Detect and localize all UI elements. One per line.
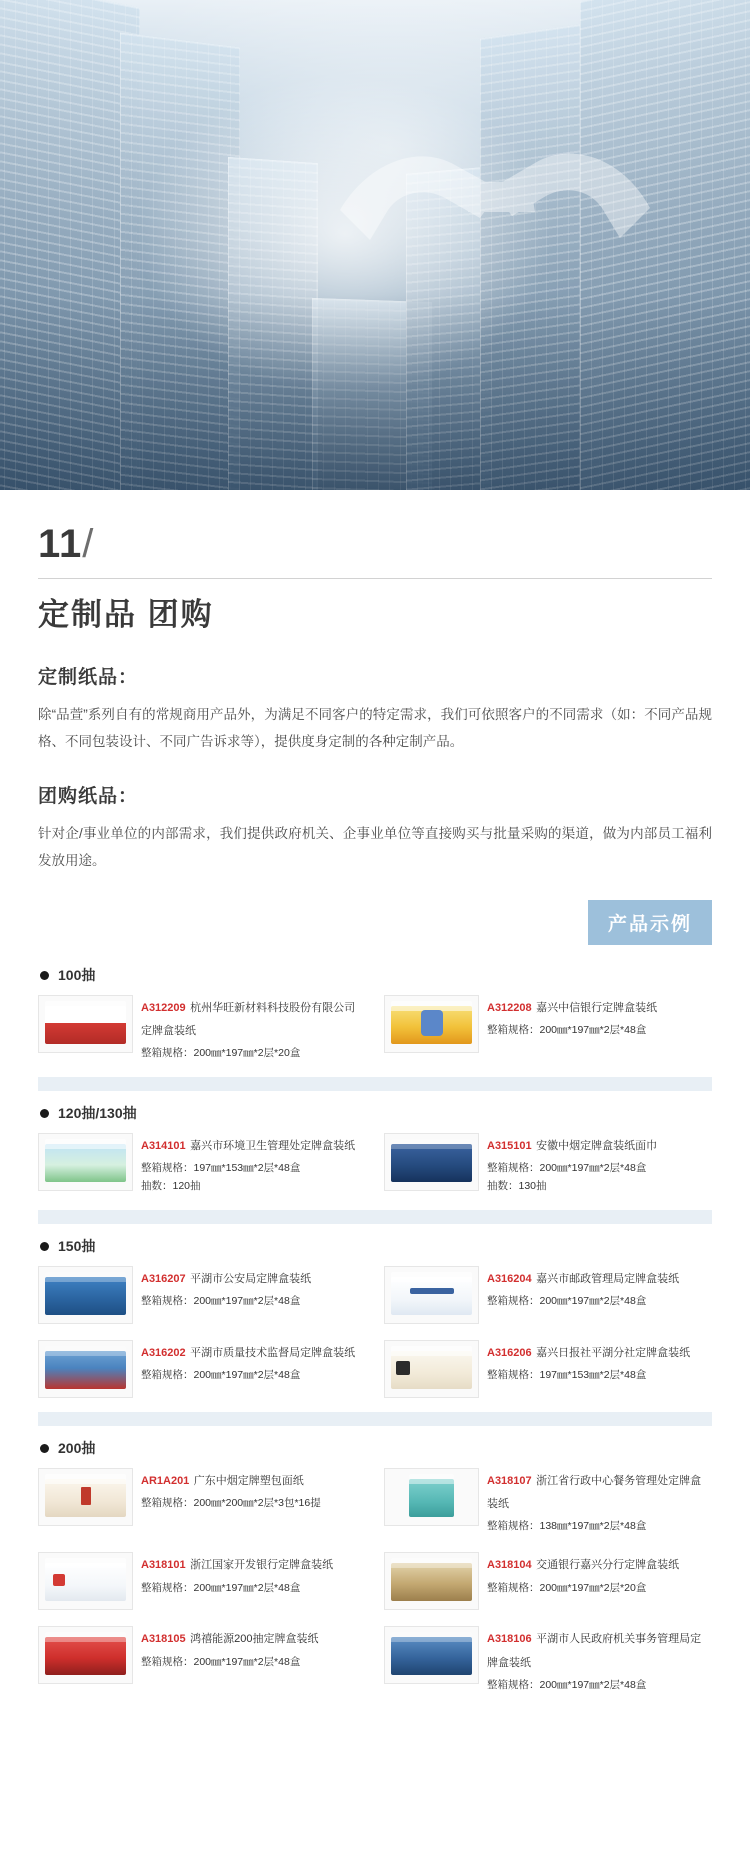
product-meta [487, 995, 712, 1040]
product-spec: 整箱规格：200㎜*197㎜*2层*48盒 [141, 1581, 301, 1594]
product-code-line [141, 1266, 366, 1289]
bullet-dot-icon [40, 1444, 49, 1453]
product-code-line [141, 1552, 366, 1575]
product-meta [141, 1468, 366, 1513]
product-grid [38, 995, 712, 1063]
hero-image [0, 0, 750, 490]
product-code: A318107 [487, 1475, 532, 1488]
product-code: AR1A201 [141, 1475, 190, 1488]
product-code: A318105 [141, 1633, 186, 1646]
group-label: 200抽 [58, 1440, 96, 1457]
product-item [38, 1552, 366, 1610]
product-item [38, 1626, 366, 1694]
product-meta [487, 1552, 712, 1597]
product-name: 嘉兴市邮政管理局定牌盒装纸 [536, 1273, 680, 1286]
product-name: 嘉兴日报社平湖分社定牌盒装纸 [536, 1347, 691, 1360]
product-thumbnail [384, 995, 479, 1053]
product-spec: 整箱规格：197㎜*153㎜*2层*48盒 [487, 1369, 647, 1382]
product-code: A316202 [141, 1347, 186, 1360]
group-header [38, 959, 712, 995]
product-thumbnail [384, 1266, 479, 1324]
product-meta [487, 1340, 712, 1385]
product-item [384, 1626, 712, 1694]
product-meta [141, 1340, 366, 1385]
product-thumbnail [384, 1552, 479, 1610]
product-meta [141, 995, 366, 1063]
product-item [38, 1468, 366, 1536]
product-meta [487, 1626, 712, 1694]
product-item [384, 1133, 712, 1196]
group-label: 150抽 [58, 1238, 96, 1255]
product-code: A318106 [487, 1633, 532, 1646]
product-code: A312208 [487, 1002, 532, 1014]
product-count: 抽数：130抽 [487, 1180, 547, 1193]
product-group [38, 1230, 712, 1398]
product-spec: 整箱规格：200㎜*197㎜*2层*20盒 [487, 1581, 647, 1594]
section-number-slash: / [82, 522, 95, 566]
hero-vignette [0, 0, 750, 490]
product-meta [487, 1468, 712, 1536]
group-label: 120抽/130抽 [58, 1105, 137, 1122]
product-code: A315101 [487, 1140, 532, 1153]
product-grid [38, 1266, 712, 1398]
block-group-buy-paper [38, 781, 712, 874]
product-code-line [487, 1133, 712, 1156]
product-code: A316204 [487, 1273, 532, 1286]
product-spec: 整箱规格：197㎜*153㎜*2层*48盒 [141, 1162, 301, 1175]
product-code-line [487, 1468, 712, 1514]
section-number [38, 524, 712, 564]
section-number-value: 11 [38, 522, 83, 566]
product-group [38, 1097, 712, 1196]
product-item [38, 1340, 366, 1398]
product-spec: 整箱规格：200㎜*200㎜*2层*3包*16提 [141, 1497, 321, 1510]
product-spec: 整箱规格：200㎜*197㎜*2层*48盒 [487, 1678, 647, 1691]
block-custom-paper [38, 662, 712, 755]
product-code-line [487, 1266, 712, 1289]
product-group [38, 959, 712, 1063]
product-thumbnail [38, 1626, 133, 1684]
group-label: 100抽 [58, 967, 96, 983]
product-code: A318101 [141, 1559, 186, 1572]
content-area [0, 490, 750, 1731]
product-code: A312209 [141, 1002, 186, 1014]
product-meta [487, 1266, 712, 1311]
product-code-line [141, 995, 366, 1041]
block-heading: 定制纸品： [38, 667, 139, 688]
product-item [384, 1340, 712, 1398]
section-band [38, 1077, 712, 1091]
product-name: 嘉兴市环境卫生管理处定牌盒装纸 [190, 1140, 356, 1153]
product-code: A318104 [487, 1559, 532, 1572]
product-grid [38, 1468, 712, 1694]
product-item [384, 995, 712, 1063]
product-code-line [487, 1340, 712, 1363]
product-spec: 整箱规格：200㎜*197㎜*2层*48盒 [487, 1295, 647, 1308]
bullet-dot-icon [40, 1242, 49, 1251]
product-item [38, 1266, 366, 1324]
product-thumbnail [38, 1468, 133, 1526]
product-item [384, 1266, 712, 1324]
section-band [38, 1412, 712, 1426]
product-name: 平湖市公安局定牌盒装纸 [190, 1273, 312, 1286]
product-code: A314101 [141, 1140, 186, 1153]
product-code-line [141, 1468, 366, 1491]
product-name: 杭州华旺新材料科技股份有限公司定牌盒装纸 [141, 1002, 356, 1038]
group-header [38, 1230, 712, 1266]
product-code: A316207 [141, 1273, 186, 1286]
product-code-line [141, 1133, 366, 1156]
product-thumbnail [38, 995, 133, 1053]
page-title: 定制品 团购 [38, 597, 214, 632]
title-divider [38, 578, 712, 579]
product-meta [141, 1552, 366, 1597]
group-header [38, 1097, 712, 1133]
product-thumbnail [38, 1133, 133, 1191]
product-item [38, 1133, 366, 1196]
bullet-dot-icon [40, 1109, 49, 1118]
product-spec: 整箱规格：138㎜*197㎜*2层*48盒 [487, 1520, 647, 1533]
product-meta [141, 1626, 366, 1671]
product-spec: 整箱规格：200㎜*197㎜*2层*48盒 [487, 1024, 647, 1037]
product-spec: 整箱规格：200㎜*197㎜*2层*48盒 [487, 1162, 647, 1175]
product-name: 平湖市人民政府机关事务管理局定牌盒装纸 [487, 1633, 702, 1669]
product-name: 安徽中烟定牌盒装纸面巾 [536, 1140, 658, 1153]
product-example-badge: 产品示例 [588, 900, 712, 945]
product-count: 抽数：120抽 [141, 1180, 201, 1193]
product-code-line [487, 1552, 712, 1575]
product-code-line [141, 1340, 366, 1363]
group-header [38, 1432, 712, 1468]
product-spec: 整箱规格：200㎜*197㎜*2层*48盒 [141, 1655, 301, 1668]
product-grid [38, 1133, 712, 1196]
product-thumbnail [384, 1468, 479, 1526]
product-thumbnail [38, 1266, 133, 1324]
block-body: 针对企/事业单位的内部需求，我们提供政府机关、企事业单位等直接购买与批量采购的渠道，做为内部员工福利发放用途。 [38, 826, 712, 868]
product-spec: 整箱规格：200㎜*197㎜*2层*48盒 [141, 1369, 301, 1382]
product-name: 广东中烟定牌塑包面纸 [193, 1475, 304, 1488]
product-item [384, 1468, 712, 1536]
example-badge-wrap [38, 900, 712, 945]
product-name: 交通银行嘉兴分行定牌盒装纸 [536, 1559, 680, 1572]
product-meta [487, 1133, 712, 1196]
product-name: 鸿禧能源200抽定牌盒装纸 [190, 1633, 319, 1646]
block-heading: 团购纸品： [38, 786, 139, 807]
product-code-line [487, 1626, 712, 1672]
product-item [384, 1552, 712, 1610]
block-body: 除“品萱”系列自有的常规商用产品外，为满足不同客户的特定需求，我们可依照客户的不同需求（如：不同产品规格、不同包装设计、不同广告诉求等），提供度身定制的各种定制产品。 [38, 707, 712, 749]
product-item [38, 995, 366, 1063]
product-spec: 整箱规格：200㎜*197㎜*2层*20盒 [141, 1047, 301, 1060]
product-name: 浙江国家开发银行定牌盒装纸 [190, 1559, 334, 1572]
product-meta [141, 1133, 366, 1196]
product-name: 平湖市质量技术监督局定牌盒装纸 [190, 1347, 356, 1360]
product-code-line [141, 1626, 366, 1649]
bottom-padding [38, 1695, 712, 1721]
bullet-dot-icon [40, 971, 49, 980]
product-code: A316206 [487, 1347, 532, 1360]
product-thumbnail [384, 1133, 479, 1191]
product-thumbnail [38, 1552, 133, 1610]
product-code-line [487, 995, 712, 1018]
product-group [38, 1432, 712, 1694]
product-name: 浙江省行政中心餐务管理处定牌盒装纸 [487, 1475, 702, 1511]
product-thumbnail [384, 1340, 479, 1398]
section-band [38, 1210, 712, 1224]
product-spec: 整箱规格：200㎜*197㎜*2层*48盒 [141, 1295, 301, 1308]
product-thumbnail [38, 1340, 133, 1398]
product-meta [141, 1266, 366, 1311]
product-thumbnail [384, 1626, 479, 1684]
product-name: 嘉兴中信银行定牌盒装纸 [536, 1002, 658, 1014]
